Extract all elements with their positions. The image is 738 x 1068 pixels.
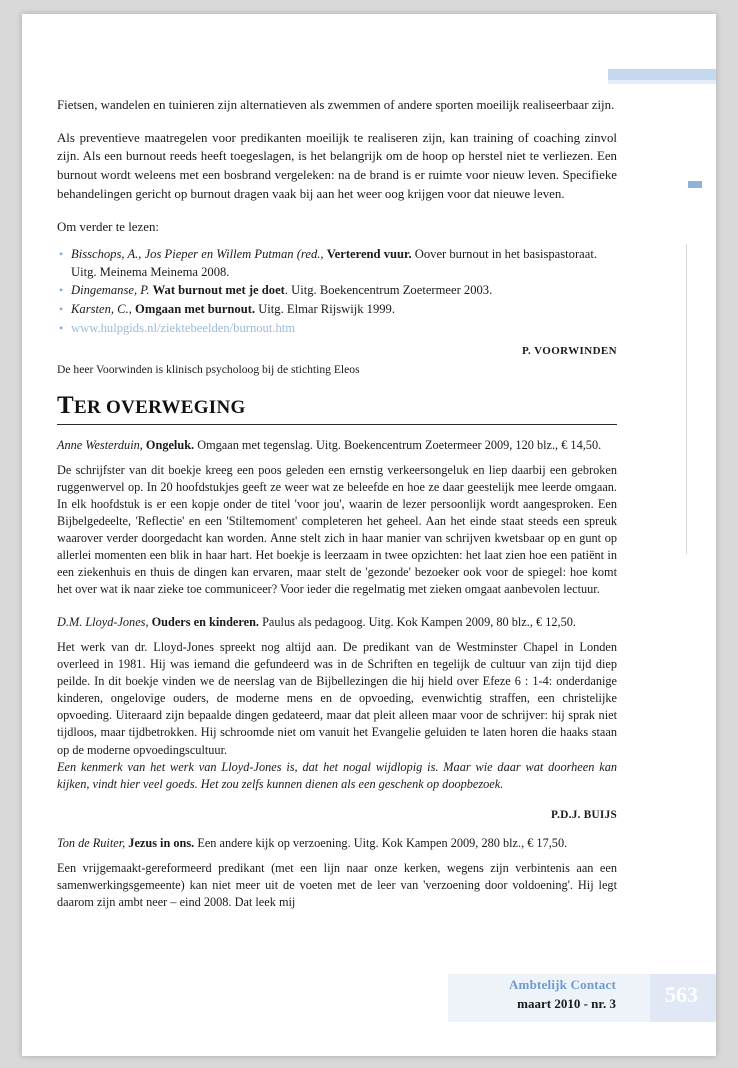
review-author: D.M. Lloyd-Jones, (57, 615, 149, 630)
review-publication: Paulus als pedagoog. Uitg. Kok Kampen 2009, 80 blz., € 12,50. (262, 615, 576, 630)
reading-title: Verterend vuur. (326, 247, 412, 262)
review-body: Een vrijgemaakt-gereformeerd predikant (met een lijn naar onze kerken, wegens zijn verbintenis aan een samenwerkingsgemeente) kan niet meer uit de voeten met de leer van 'verzoening door voldoening'. Hij legt daarom zijn ambt neer – eind 2008. Dat leek mij (57, 860, 617, 909)
review-body-continued: Een kenmerk van het werk van Lloyd-Jones is, dat het nogal wijdlopig is. Maar wie daar wat doorheen kan kijken, vindt hier veel goeds. Het zou zelfs kunnen dienen als een geschenk op doopbezoek. (57, 759, 617, 791)
review-author: Ton de Ruiter, (57, 835, 126, 850)
page-content (57, 96, 617, 927)
list-item (57, 246, 617, 281)
review-title: Ouders en kinderen. (151, 615, 259, 630)
review-entry-3 (57, 835, 617, 911)
review-author: Anne Westerduin, (57, 438, 143, 453)
review-publication: Een andere kijk op verzoening. Uitg. Kok Kampen 2009, 280 blz., € 17,50. (197, 835, 568, 850)
reading-title: Wat burnout met je doet (152, 283, 285, 298)
decorative-top-bar (608, 69, 716, 80)
review-reference (57, 835, 617, 852)
reading-author: Karsten, C., (71, 302, 132, 317)
footer-journal-title: Ambtelijk Contact (508, 977, 616, 992)
author-note: De heer Voorwinden is klinisch psycholoog bij de stichting Eleos (57, 363, 360, 377)
intro-section (57, 96, 617, 236)
section-title-rest: ER OVERWEGING (73, 397, 246, 419)
reading-author: Bisschops, A., Jos Pieper en Willem Putman (red., (71, 247, 324, 262)
list-item (57, 301, 617, 319)
review-body: Het werk van dr. Lloyd-Jones spreekt nog altijd aan. De predikant van de Westminster Chapel in Londen overleed in 1981. Hij was iemand die gefundeerd was in de Schriften en tegelijk de cultuur van zijn tijd diep peilde. In dit boekje vinden we de neerslag van de Bijbellezingen die hij hield over Efeze 6 : 1-4: onderdanige kinderen, ongelovige ouders, de moderne mens en de opvoeding, evenwichtig straffen, een christelijke opvoeding. Uiteraard zijn bepaalde dingen gedateerd, maar dat pleit alleen maar voor de schrijver: hij sprak niet tijdloos, maar tijdbetrokken. Hij schroomde niet om vanuit het Evangelie geluiden te laten horen die haaks staan op de moderne opvoedingscultuur. (57, 640, 617, 757)
document-page (22, 14, 716, 1056)
footer-page-number: 563 (665, 982, 698, 1007)
review-reference (57, 437, 617, 454)
decorative-side-rule (686, 244, 687, 554)
article-byline: P. VOORWINDEN (521, 345, 617, 358)
page-footer (22, 974, 716, 1022)
further-reading-list (57, 246, 617, 337)
review-publication: Omgaan met tegenslag. Uitg. Boekencentrum Zoetermeer 2009, 120 blz., € 14,50. (197, 438, 602, 453)
review-reference (57, 614, 617, 631)
reading-rest: Uitg. Elmar Rijswijk 1999. (258, 302, 395, 317)
page-title (57, 392, 617, 420)
review-signature: P.D.J. BUIJS (551, 808, 617, 821)
review-entry-1 (57, 437, 617, 598)
section-divider (57, 424, 617, 425)
reading-url[interactable]: www.hulpgids.nl/ziektebeelden/burnout.htm (71, 320, 296, 335)
review-title: Ongeluk. (145, 438, 195, 453)
reading-title: Omgaan met burnout. (135, 302, 256, 317)
further-reading-lead: Om verder te lezen: (57, 219, 159, 234)
review-title: Jezus in ons. (128, 835, 195, 850)
reading-rest: Oover burnout in het basispastoraat. Uitg. Meinema Meinema 2008. (71, 247, 597, 279)
list-item (57, 282, 617, 300)
review-entry-2 (57, 614, 617, 820)
review-body: De schrijfster van dit boekje kreeg een poos geleden een ernstig verkeersongeluk en liep daarbij een gebroken ruggenwervel op. In 20 hoofdstukjes geeft ze weer wat ze beleefde en hoe ze daar geestelijk mee leerde omgaan. In elk hoofdstuk is er een kopje onder de titel 'voor jou', waarin de lezer persoonlijk wordt aangesproken. Een Bijbelgedeelte, 'Reflectie' en een 'Stiltemoment' completeren het geheel. Aan het einde staat steeds een spreuk waarover verder doorgedacht kan worden. Anne stelt zich in haar manier van schrijven kwetsbaar op en gunt op allerlei momenten een blik in haar hart. Het boekje is leerzaam in twee opzichten: het laat zien hoe een patiënt in een ziekenhuis en thuis de dingen kan ervaren, maar stelt de 'gezonde' bezoeker ook voor de spiegel: hoe komt het over wat ik naar zieke toe communiceer? Voor ieder die regelmatig met zieken omgaat aanbevolen lectuur. (57, 463, 617, 597)
intro-paragraph-2: Als preventieve maatregelen voor predikanten moeilijk te realiseren zijn, kan training of coaching zinvol zijn. Als een burnout reeds heeft toegeslagen, is het belangrijk om de hoop op herstel niet te verliezen. Een burnout wordt weleens met een bosbrand vergeleken: na de brand is er ruimte voor nieuw leven. Specifieke behandelingen gericht op burnout dragen vaak bij aan het weer oog krijgen voor dat nieuwe leven. (57, 130, 617, 201)
intro-paragraph-1: Fietsen, wandelen en tuinieren zijn alternatieven als zwemmen of andere sporten moeilijk realiseerbaar zijn. (57, 98, 615, 112)
decorative-top-bar-secondary (608, 80, 716, 84)
reading-author: Dingemanse, P. (71, 283, 150, 298)
section-title-initial: T (57, 392, 74, 420)
decorative-side-dash (688, 181, 702, 188)
reading-rest: . Uitg. Boekencentrum Zoetermeer 2003. (284, 283, 493, 298)
footer-issue: maart 2010 - nr. 3 (517, 996, 616, 1011)
list-item-url[interactable] (57, 320, 617, 338)
